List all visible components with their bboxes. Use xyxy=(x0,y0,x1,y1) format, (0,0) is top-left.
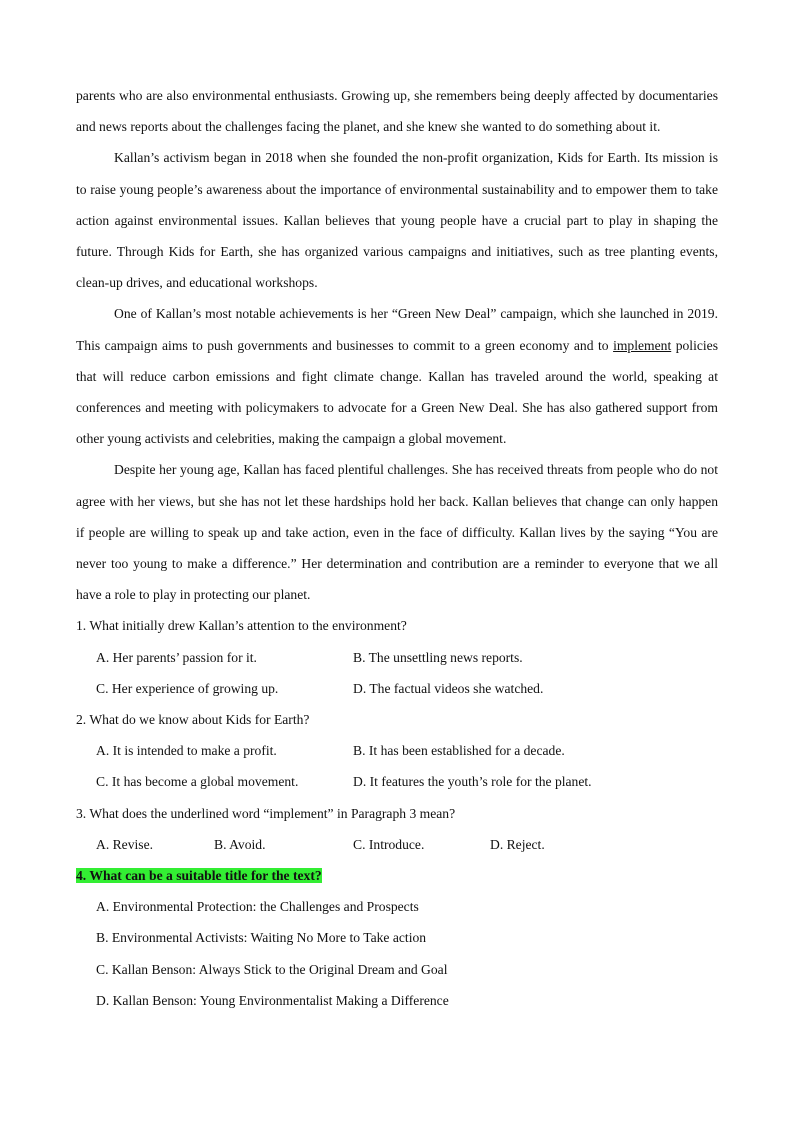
question-3-option-c: C. Introduce. xyxy=(353,836,425,852)
question-4-stem-line xyxy=(76,860,718,891)
underlined-word: implement xyxy=(613,337,672,353)
question-1-option-a: A. Her parents’ passion for it. xyxy=(96,649,257,665)
question-1-options-row-2 xyxy=(76,673,718,704)
question-1-option-b: B. The unsettling news reports. xyxy=(353,649,523,665)
paragraph-1: parents who are also environmental enthusiasts. Growing up, she remembers being deeply affected by documentaries and news reports about the challenges facing the planet, and she knew she wanted to do something about it. xyxy=(76,88,718,135)
question-2-options-row-2 xyxy=(76,766,718,797)
question-3-options-row xyxy=(76,829,718,860)
question-4-stem-highlighted: 4. What can be a suitable title for the text? xyxy=(76,868,322,884)
paragraph-2: Kallan’s activism began in 2018 when she founded the non-profit organization, Kids for Earth. Its mission is to raise young people’s awareness about the importance of environmental sustainability and to empower them to take action against environmental issues. Kallan believes that young people have a crucial part to play in shaping the future. Through Kids for Earth, she has organized various campaigns and initiatives, such as tree planting events, clean-up drives, and educational workshops. xyxy=(76,150,718,291)
paragraph-3-part-2: policies that will reduce carbon emissions and fight climate change. Kallan has traveled around the world, speaking at conferences and meeting with policymakers to advocate for a Green New Deal. She has also gathered support from other young activists and celebrities, making the campaign a global movement. xyxy=(76,337,718,447)
question-4-option-a: A. Environmental Protection: the Challenges and Prospects xyxy=(96,899,419,915)
question-3-option-d: D. Reject. xyxy=(490,836,545,852)
question-3-option-b: B. Avoid. xyxy=(214,836,266,852)
question-1-option-c: C. Her experience of growing up. xyxy=(96,680,279,696)
paragraph-3 xyxy=(76,298,718,454)
question-2-option-a: A. It is intended to make a profit. xyxy=(96,743,277,759)
question-2-option-d: D. It features the youth’s role for the planet. xyxy=(353,774,592,790)
question-4-option-d: D. Kallan Benson: Young Environmentalist Making a Difference xyxy=(96,992,449,1008)
question-3-stem: 3. What does the underlined word “implement” in Paragraph 3 mean? xyxy=(76,805,456,821)
question-4-option-c: C. Kallan Benson: Always Stick to the Original Dream and Goal xyxy=(96,961,448,977)
question-2-option-c: C. It has become a global movement. xyxy=(96,774,299,790)
question-2-option-b: B. It has been established for a decade. xyxy=(353,743,565,759)
question-1-stem: 1. What initially drew Kallan’s attention to the environment? xyxy=(76,618,407,634)
question-2-options-row-1 xyxy=(76,735,718,766)
document-page xyxy=(76,80,718,1016)
question-2-stem: 2. What do we know about Kids for Earth? xyxy=(76,712,310,728)
question-3-option-a: A. Revise. xyxy=(96,836,154,852)
paragraph-3-part-1: One of Kallan’s most notable achievements is her “Green New Deal” campaign, which she launched in 2019. This campaign aims to push governments and businesses to commit to a green economy and to xyxy=(76,306,718,353)
question-4-option-b: B. Environmental Activists: Waiting No More to Take action xyxy=(96,930,427,946)
paragraph-4: Despite her young age, Kallan has faced plentiful challenges. She has received threats from people who do not agree with her views, but she has not let these hardships hold her back. Kallan believes that change can only happen if people are willing to speak up and take action, even in the face of difficulty. Kallan lives by the saying “You are never too young to make a difference.” Her determination and contribution are a reminder to everyone that we all have a role to play in protecting our planet. xyxy=(76,462,718,603)
question-1-options-row-1 xyxy=(76,642,718,673)
question-1-option-d: D. The factual videos she watched. xyxy=(353,680,544,696)
